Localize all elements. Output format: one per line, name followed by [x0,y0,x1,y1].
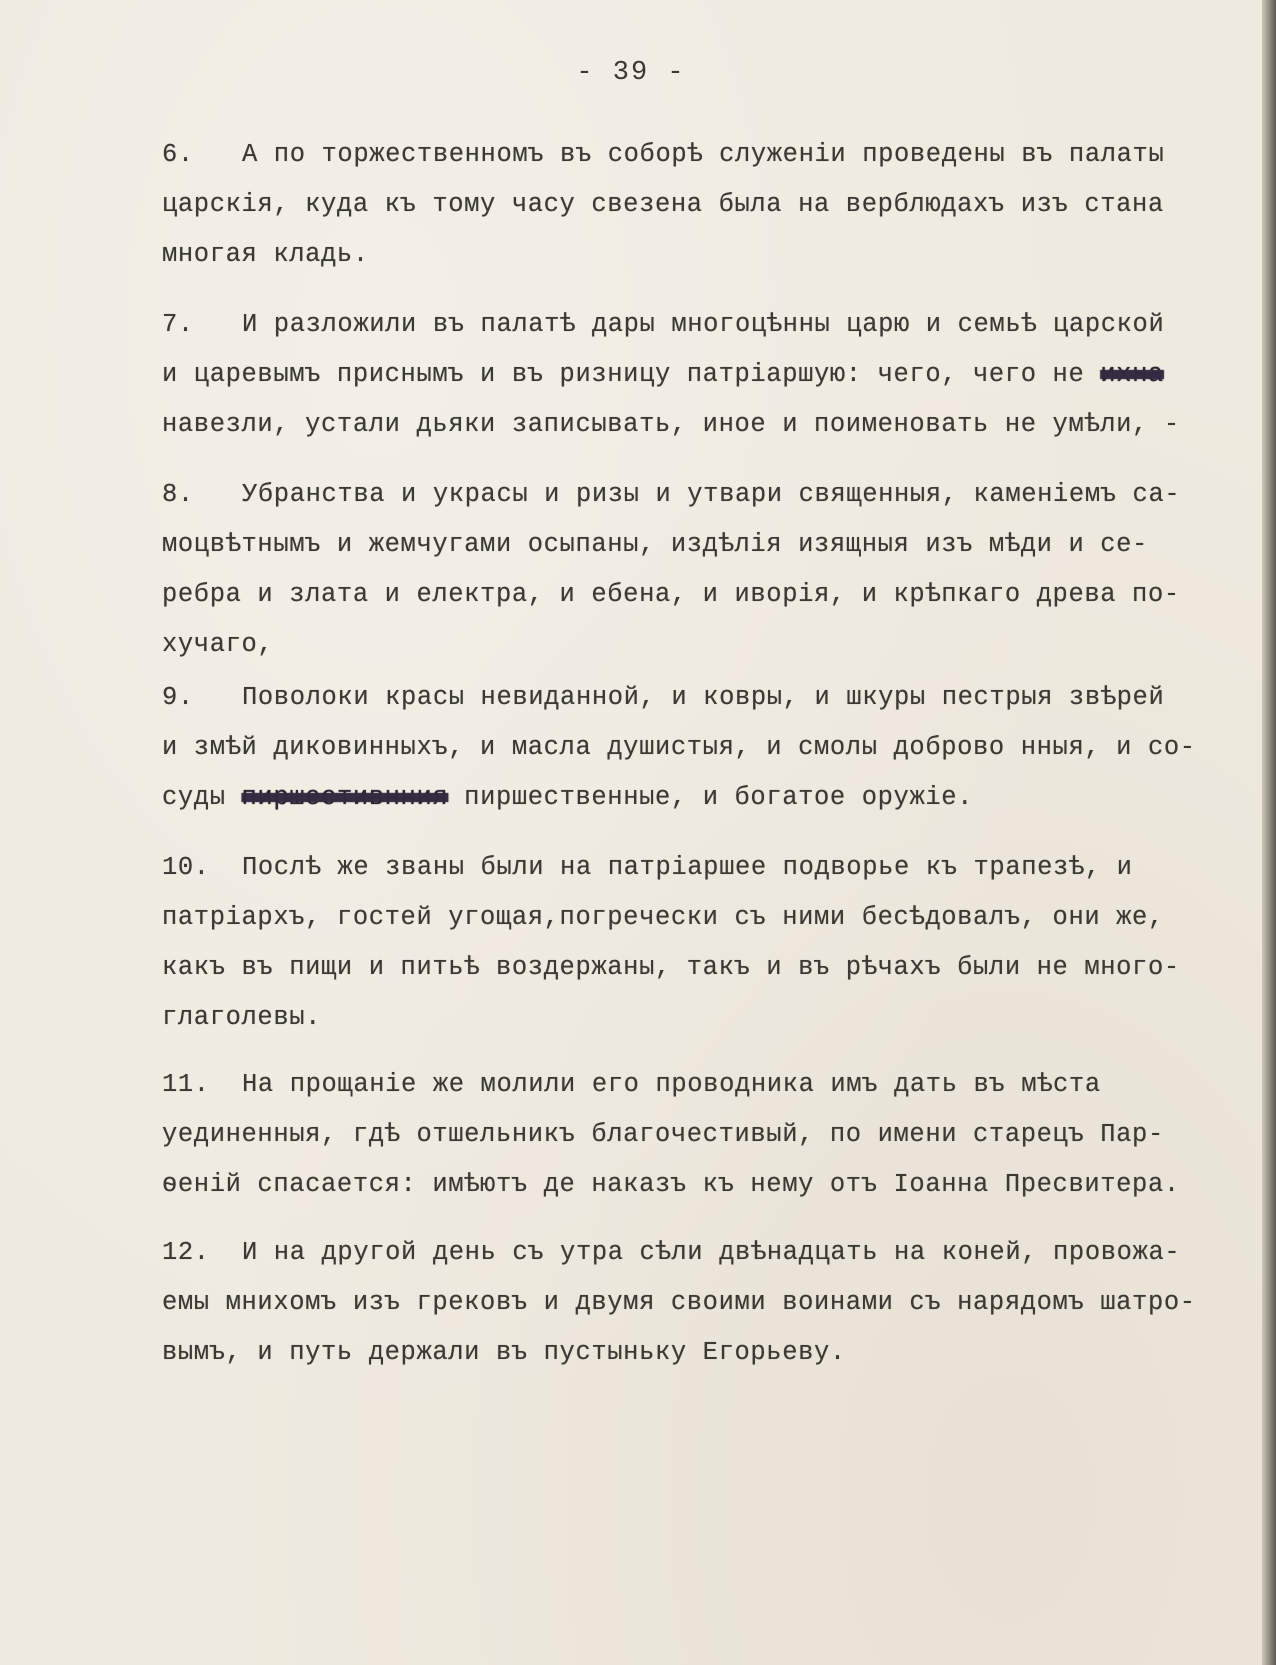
paragraph-number: 11. [162,1070,210,1099]
paragraph-line: емы мнихомъ изъ грековъ и двумя своими воинами съ нарядомъ шатро- [162,1288,1196,1317]
paragraph-line: моцвѣтнымъ и жемчугами осыпаны, издѣлія изящныя изъ мѣди и се- [162,530,1148,559]
paragraph-line: глаголевы. [162,1003,322,1032]
paragraph-number: 6. [162,140,194,169]
paragraph-number: 8. [162,480,194,509]
paragraph-line: вымъ, и путь держали въ пустыньку Егорьеву. [162,1338,846,1367]
page-number: - 39 - [576,58,686,88]
paragraph-line: 6. А по торжественномъ въ соборѣ служеніи проведены въ палаты [162,130,1242,180]
paragraph-line: ребра и злата и електра, и ебена, и иворія, и крѣпкаго древа по- [162,580,1180,609]
paragraph-line: 12. И на другой день съ утра сѣли двѣнадцать на коней, провожа- [162,1228,1242,1278]
struck-out-word: пиршестивнния [241,783,449,812]
struck-out-word: ихна [1100,360,1164,389]
paragraph-8 [162,470,1242,670]
paragraph-6 [162,130,1242,280]
paragraph-12 [162,1228,1242,1378]
paragraph-9 [162,673,1242,823]
paragraph-line: 10. Послѣ же званы были на патріаршее подворье къ трапезѣ, и [162,843,1242,893]
paragraph-line: многая кладь. [162,240,369,269]
page-edge [1262,0,1276,1665]
paragraph-line: суды пиршестивнния пиршественные, и богатое оружіе. [162,783,974,812]
paragraph-number: 12. [162,1238,210,1267]
paragraph-number: 7. [162,310,194,339]
paragraph-line: патріархъ, гостей угощая,погречески съ ними бесѣдовалъ, они же, [162,903,1164,932]
paragraph-10 [162,843,1242,1043]
paragraph-7 [162,300,1242,450]
paragraph-number: 10. [162,853,210,882]
paragraph-number: 9. [162,683,194,712]
paragraph-line: и змѣй диковинныхъ, и масла душистыя, и смолы доброво нныя, и со- [162,733,1196,762]
paragraph-line: ѳеній спасается: имѣютъ де наказъ къ нему отъ Іоанна Пресвитера. [162,1170,1180,1199]
paragraph-line: какъ въ пищи и питьѣ воздержаны, такъ и въ рѣчахъ были не много- [162,953,1180,982]
paragraph-line: 7. И разложили въ палатѣ дары многоцѣнны царю и семьѣ царской [162,300,1242,350]
paragraph-line: 8. Убранства и украсы и ризы и утвари священныя, каменіемъ са- [162,470,1242,520]
paragraph-11 [162,1060,1242,1210]
paragraph-line: 11. На прощаніе же молили его проводника имъ дать въ мѣста [162,1060,1242,1110]
paragraph-line: хучаго, [162,630,274,659]
paragraph-line: уединенныя, гдѣ отшельникъ благочестивый, по имени старецъ Пар- [162,1120,1164,1149]
paragraph-line: царскія, куда къ тому часу свезена была на верблюдахъ изъ стана [162,190,1164,219]
paragraph-line: и царевымъ приснымъ и въ ризницу патріаршую: чего, чего не ихна [162,360,1164,389]
paragraph-line: 9. Поволоки красы невиданной, и ковры, и шкуры пестрыя звѣрей [162,673,1242,723]
paragraph-line: навезли, устали дьяки записывать, иное и поименовать не умѣли, - [162,410,1180,439]
